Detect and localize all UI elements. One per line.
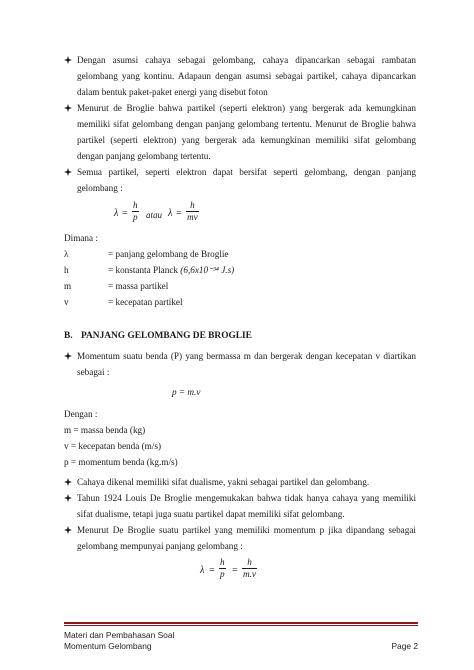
definition-desc: = panjang gelombang de Broglie bbox=[108, 249, 229, 259]
page-footer bbox=[64, 630, 418, 652]
section-heading bbox=[64, 328, 416, 344]
footer-subtitle: Momentum Gelombang bbox=[64, 641, 152, 651]
section-title: PANJANG GELOMBANG DE BROGLIE bbox=[81, 331, 252, 341]
formula-lambda: λ bbox=[114, 208, 119, 219]
dengan-label: Dengan : bbox=[64, 409, 98, 419]
dimana-label: Dimana : bbox=[64, 233, 98, 243]
definition-text: = konstanta Planck bbox=[108, 265, 178, 275]
fraction-h-over-mv bbox=[186, 200, 199, 223]
definition-desc: = massa partikel bbox=[108, 281, 169, 291]
bullet-item bbox=[64, 100, 416, 164]
formula-lambda: λ bbox=[200, 565, 205, 576]
definition-row bbox=[64, 278, 416, 294]
formula-lambda: λ bbox=[168, 208, 173, 219]
bullet-item bbox=[64, 164, 416, 196]
definition-symbol: m bbox=[64, 281, 72, 291]
four-diamond-bullet-icon bbox=[64, 352, 72, 360]
fraction-h-over-p bbox=[132, 200, 139, 223]
four-diamond-bullet-icon bbox=[64, 526, 72, 534]
definition-symbol: v bbox=[64, 297, 69, 307]
formula-atau: atau bbox=[146, 210, 163, 220]
planck-value: (6,6x10⁻³⁴ J.s) bbox=[180, 265, 235, 275]
bullet-item bbox=[64, 52, 416, 100]
four-diamond-bullet-icon bbox=[64, 494, 72, 502]
section-number: B. bbox=[64, 331, 73, 341]
momentum-formula: p = m.v bbox=[172, 387, 201, 397]
definition-row bbox=[64, 262, 416, 278]
footer-rule bbox=[64, 625, 418, 626]
numerator: h bbox=[220, 557, 225, 567]
page-number: Page 2 bbox=[391, 641, 418, 651]
bullet-item bbox=[64, 522, 416, 554]
page-content bbox=[64, 52, 416, 588]
bullet-text: Momentum suatu benda (P) yang bermassa m dan bergerak dengan kecepatan v diartikan sebagai : bbox=[77, 351, 416, 377]
de-broglie-formula bbox=[64, 196, 416, 230]
wavelength-momentum-formula bbox=[64, 554, 416, 588]
formula-equals: = bbox=[232, 565, 238, 576]
footer-rule bbox=[64, 622, 418, 624]
definition-row bbox=[64, 246, 416, 262]
formula-equals: = bbox=[209, 565, 215, 576]
dengan-item: p = momentum benda (kg.m/s) bbox=[64, 457, 178, 467]
denominator: p bbox=[220, 569, 225, 579]
numerator: h bbox=[190, 200, 195, 210]
fraction-h-over-p bbox=[219, 557, 226, 580]
definition-desc bbox=[108, 262, 234, 278]
bullet-text: Tahun 1924 Louis De Broglie mengemukakan bahwa tidak hanya cahaya yang memiliki sifat dualisme, tetapi juga suatu partikel dapat memiliki sifat gelombang. bbox=[77, 493, 416, 519]
denominator: p bbox=[133, 212, 138, 222]
numerator: h bbox=[247, 557, 252, 567]
definition-symbol: λ bbox=[64, 249, 69, 259]
bullet-text: Menurut de Broglie bahwa partikel (seperti elektron) yang bergerak ada kemungkinan memiliki sifat gelombang dengan panjang gelombang tertentu. Menurut de Broglie bahwa partikel (seperti elektron) yang bergerak ada kemungkinan memiliki sifat gelombang dengan panjang gelombang tertentu. bbox=[77, 103, 416, 161]
formula-equals: = bbox=[176, 208, 182, 219]
bullet-item bbox=[64, 474, 416, 490]
formula-equals: = bbox=[122, 208, 128, 219]
fraction-h-over-mv bbox=[242, 557, 257, 580]
dengan-item: v = kecepatan benda (m/s) bbox=[64, 441, 162, 451]
four-diamond-bullet-icon bbox=[64, 56, 72, 64]
bullet-text: Dengan asumsi cahaya sebagai gelombang, cahaya dipancarkan sebagai rambatan gelombang yang kontinu. Adapaun dengan asumsi sebagai partikel, cahaya dipancarkan dalam bentuk paket-paket energi yang disebut foton bbox=[77, 55, 416, 97]
bullet-text: Menurut De Broglie suatu partikel yang memiliki momentum p jika dipandang sebagai gelombang mempunyai panjang gelombang : bbox=[77, 525, 416, 551]
definition-row bbox=[64, 294, 416, 310]
bullet-item bbox=[64, 490, 416, 522]
denominator: m.v bbox=[243, 569, 257, 579]
definition-desc: = kecepatan partikel bbox=[108, 297, 183, 307]
bullet-item bbox=[64, 348, 416, 380]
four-diamond-bullet-icon bbox=[64, 478, 72, 486]
bullet-text: Semua partikel, seperti elektron dapat bersifat seperti gelombang, dengan panjang gelombang : bbox=[77, 167, 416, 193]
denominator: mv bbox=[187, 212, 198, 222]
footer-title: Materi dan Pembahasan Soal bbox=[64, 630, 175, 640]
four-diamond-bullet-icon bbox=[64, 104, 72, 112]
four-diamond-bullet-icon bbox=[64, 168, 72, 176]
bullet-text: Cahaya dikenal memiliki sifat dualisme, yakni sebagai partikel dan gelombang. bbox=[77, 477, 370, 487]
numerator: h bbox=[133, 200, 138, 210]
definition-symbol: h bbox=[64, 265, 69, 275]
dengan-item: m = massa benda (kg) bbox=[64, 425, 146, 435]
